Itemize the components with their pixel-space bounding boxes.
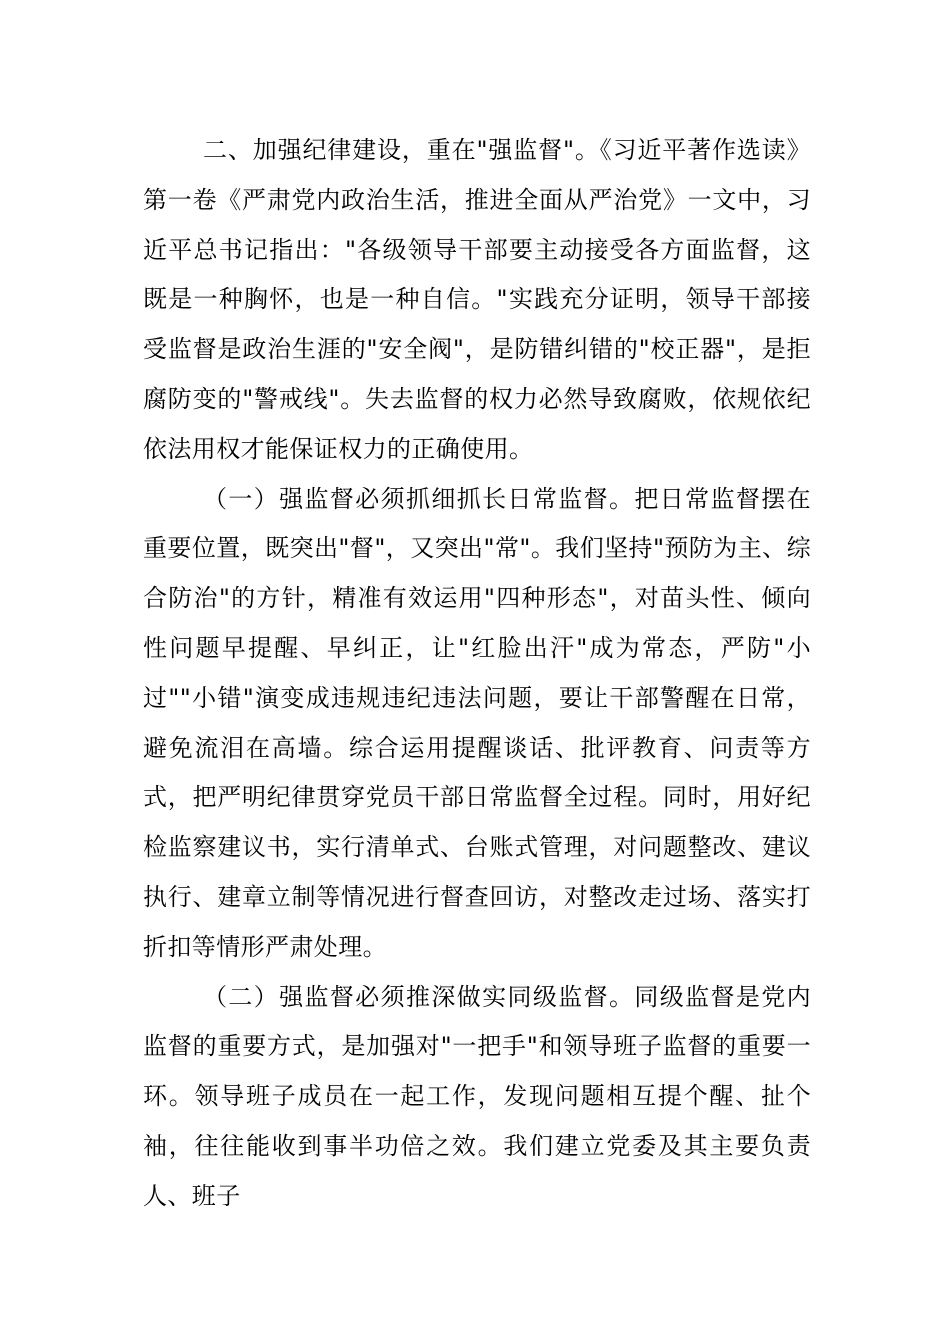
paragraph-peer-supervision: （二）强监督必须推深做实同级监督。同级监督是党内监督的重要方式，是加强对"一把手"和领导班子监督的重要一环。领导班子成员在一起工作，发现问题相互提个醒、扯个袖，往往能收到事半功倍之效。我们建立党委及其主要负责人、班子 — [143, 982, 811, 1210]
paragraph-discipline-supervision: 二、加强纪律建设，重在"强监督"。《习近平著作选读》第一卷《严肃党内政治生活，推进全面从严治党》一文中，习近平总书记指出："各级领导干部要主动接受各方面监督，这既是一种胸怀，也是一种自信。"实践充分证明，领导干部接受监督是政治生涯的"安全阀"，是防错纠错的"校正器"，是拒腐防变的"警戒线"。失去监督的权力必然导致腐败，依规依纪依法用权才能保证权力的正确使用。 — [143, 136, 811, 463]
paragraph-daily-supervision: （一）强监督必须抓细抓长日常监督。把日常监督摆在重要位置，既突出"督"，又突出"常"。我们坚持"预防为主、综合防治"的方针，精准有效运用"四种形态"，对苗头性、倾向性问题早提醒、早纠正，让"红脸出汗"成为常态，严防"小过""小错"演变成违规违纪违法问题，要让干部警醒在日常，避免流泪在高墙。综合运用提醒谈话、批评教育、问责等方式，把严明纪律贯穿党员干部日常监督全过程。同时，用好纪检监察建议书，实行清单式、台账式管理，对问题整改、建议执行、建章立制等情况进行督查回访，对整改走过场、落实打折扣等情形严肃处理。 — [143, 484, 811, 961]
document-body — [143, 126, 811, 1222]
